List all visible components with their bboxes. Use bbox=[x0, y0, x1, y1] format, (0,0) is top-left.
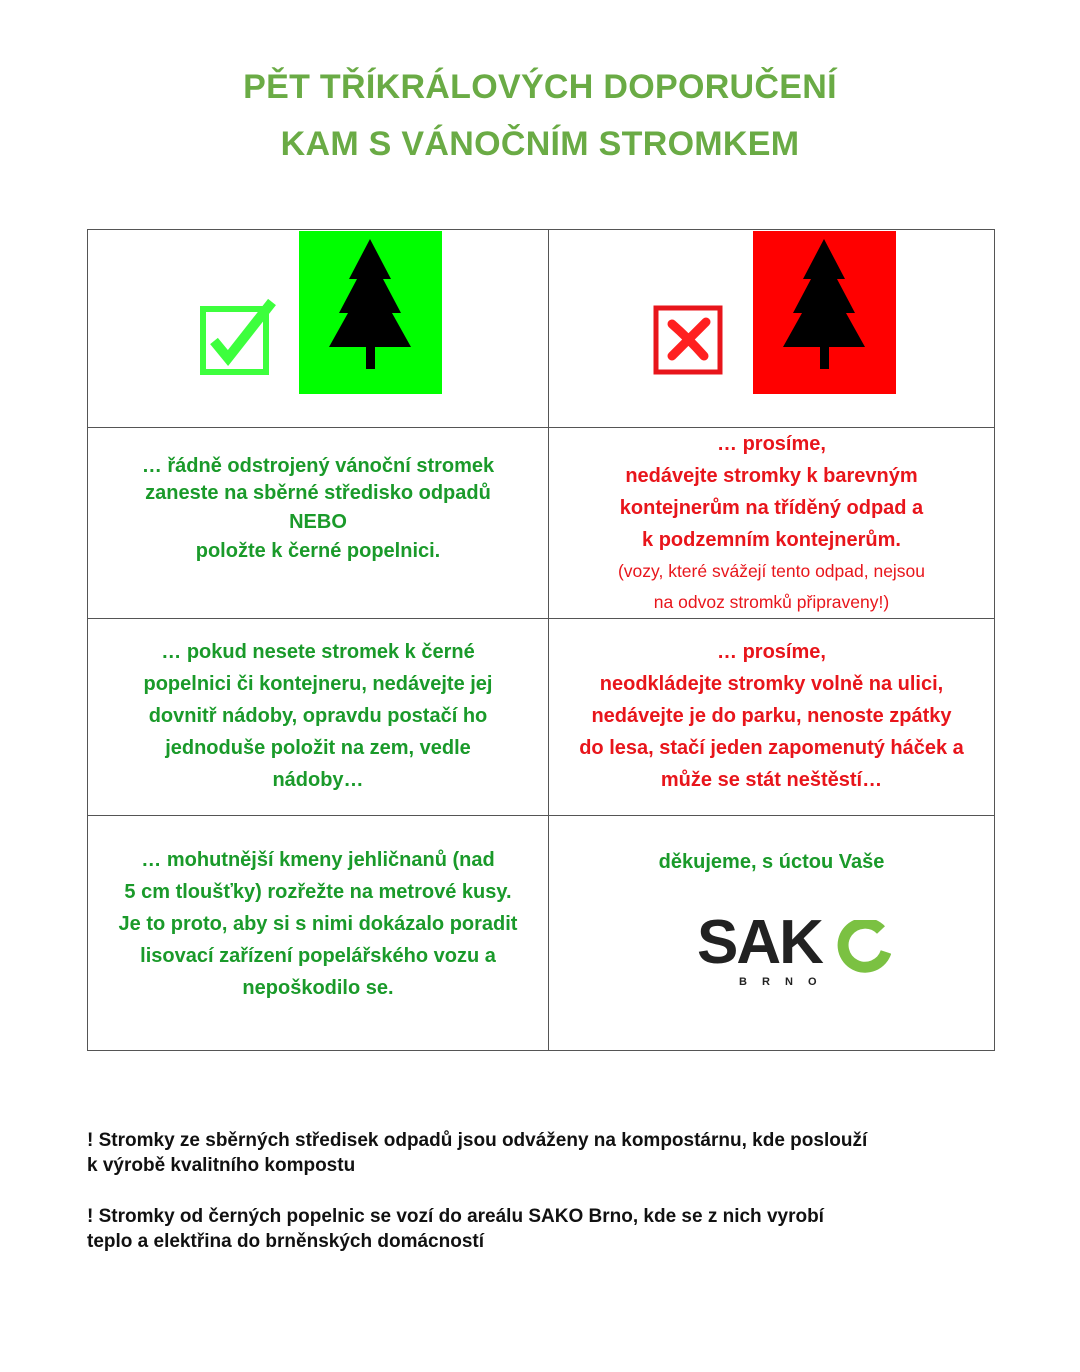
do-2-line: … pokud nesete stromek k černé bbox=[161, 641, 475, 663]
dont-1-line: k podzemním kontejnerům. bbox=[642, 529, 901, 551]
green-tree-panel bbox=[299, 231, 442, 394]
cell-do-3 bbox=[88, 816, 549, 1051]
tree-icon bbox=[753, 231, 896, 394]
dont-1-note: (vozy, které svážejí tento odpad, nejsou bbox=[617, 561, 926, 581]
do-3-line: Je to proto, aby si s nimi dokázalo poradit bbox=[118, 913, 518, 935]
note-composting bbox=[87, 1128, 1007, 1178]
dont-1-line: kontejnerům na tříděný odpad a bbox=[619, 497, 924, 519]
cell-dont-1 bbox=[549, 428, 995, 619]
title-line-2: KAM S VÁNOČNÍM STROMKEM bbox=[280, 125, 800, 163]
note-line: teplo a elektřina do brněnských domácností bbox=[87, 1231, 484, 1252]
do-3-line: lisovací zařízení popelářského vozu a bbox=[140, 945, 496, 967]
do-2-line: nádoby… bbox=[272, 769, 364, 791]
sako-logo-sub: B R N O bbox=[739, 976, 823, 988]
do-2-line: jednoduše položit na zem, vedle bbox=[165, 737, 471, 759]
note-line: k výrobě kvalitního kompostu bbox=[87, 1155, 356, 1176]
do-1-line: … řádně odstrojený vánoční stromek bbox=[141, 455, 495, 477]
note-line: ! Stromky od černých popelnic se vozí do areálu SAKO Brno, kde se z nich vyrobí bbox=[87, 1206, 824, 1227]
dont-2-line: do lesa, stačí jeden zapomenutý háček a bbox=[579, 737, 964, 759]
dont-2-line: může se stát neštěstí… bbox=[660, 769, 883, 791]
cell-do-2 bbox=[88, 619, 549, 816]
cross-box-icon bbox=[652, 304, 726, 378]
dont-1-line: nedávejte stromky k barevným bbox=[625, 465, 918, 487]
do-1-line: položte k černé popelnici. bbox=[195, 540, 441, 562]
dont-2-line: … prosíme, bbox=[717, 641, 826, 663]
do-3-line: 5 cm tloušťky) rozřežte na metrové kusy. bbox=[124, 881, 512, 903]
dont-1-line: … prosíme, bbox=[717, 433, 826, 455]
dont-1-note: na odvoz stromků připraveny!) bbox=[653, 592, 890, 612]
red-tree-panel bbox=[753, 231, 896, 394]
recommendation-table bbox=[87, 229, 995, 1051]
thanks-text: děkujeme, s úctou Vaše bbox=[658, 851, 885, 873]
note-line: ! Stromky ze sběrných středisek odpadů jsou odváženy na kompostárnu, kde poslouží bbox=[87, 1130, 868, 1151]
dont-2-line: nedávejte je do parku, nenoste zpátky bbox=[591, 705, 952, 727]
do-3-line: … mohutnější kmeny jehličnanů (nad bbox=[141, 849, 495, 871]
do-3-line: nepoškodilo se. bbox=[242, 977, 394, 999]
dont-2-line: neodkládejte stromky volně na ulici, bbox=[599, 673, 944, 695]
do-1-line: NEBO bbox=[289, 511, 347, 533]
cell-thanks bbox=[549, 816, 995, 1051]
title-line-1: PĚT TŘÍKRÁLOVÝCH DOPORUČENÍ bbox=[243, 68, 837, 106]
do-2-line: dovnitř nádoby, opravdu postačí ho bbox=[148, 705, 488, 727]
sako-logo bbox=[549, 878, 994, 1008]
cell-do-1 bbox=[88, 428, 549, 619]
note-energy bbox=[87, 1204, 1007, 1254]
cell-do-icons bbox=[88, 230, 549, 428]
cell-dont-2 bbox=[549, 619, 995, 816]
do-2-line: popelnici či kontejneru, nedávejte jej bbox=[143, 673, 493, 695]
cell-dont-icons bbox=[549, 230, 995, 428]
check-box-icon bbox=[198, 298, 278, 378]
tree-icon bbox=[299, 231, 442, 394]
sako-logo-main: SAK bbox=[697, 908, 822, 977]
do-1-line: zaneste na sběrné středisko odpadů bbox=[145, 482, 491, 504]
sako-logo-ring-icon bbox=[837, 920, 891, 974]
